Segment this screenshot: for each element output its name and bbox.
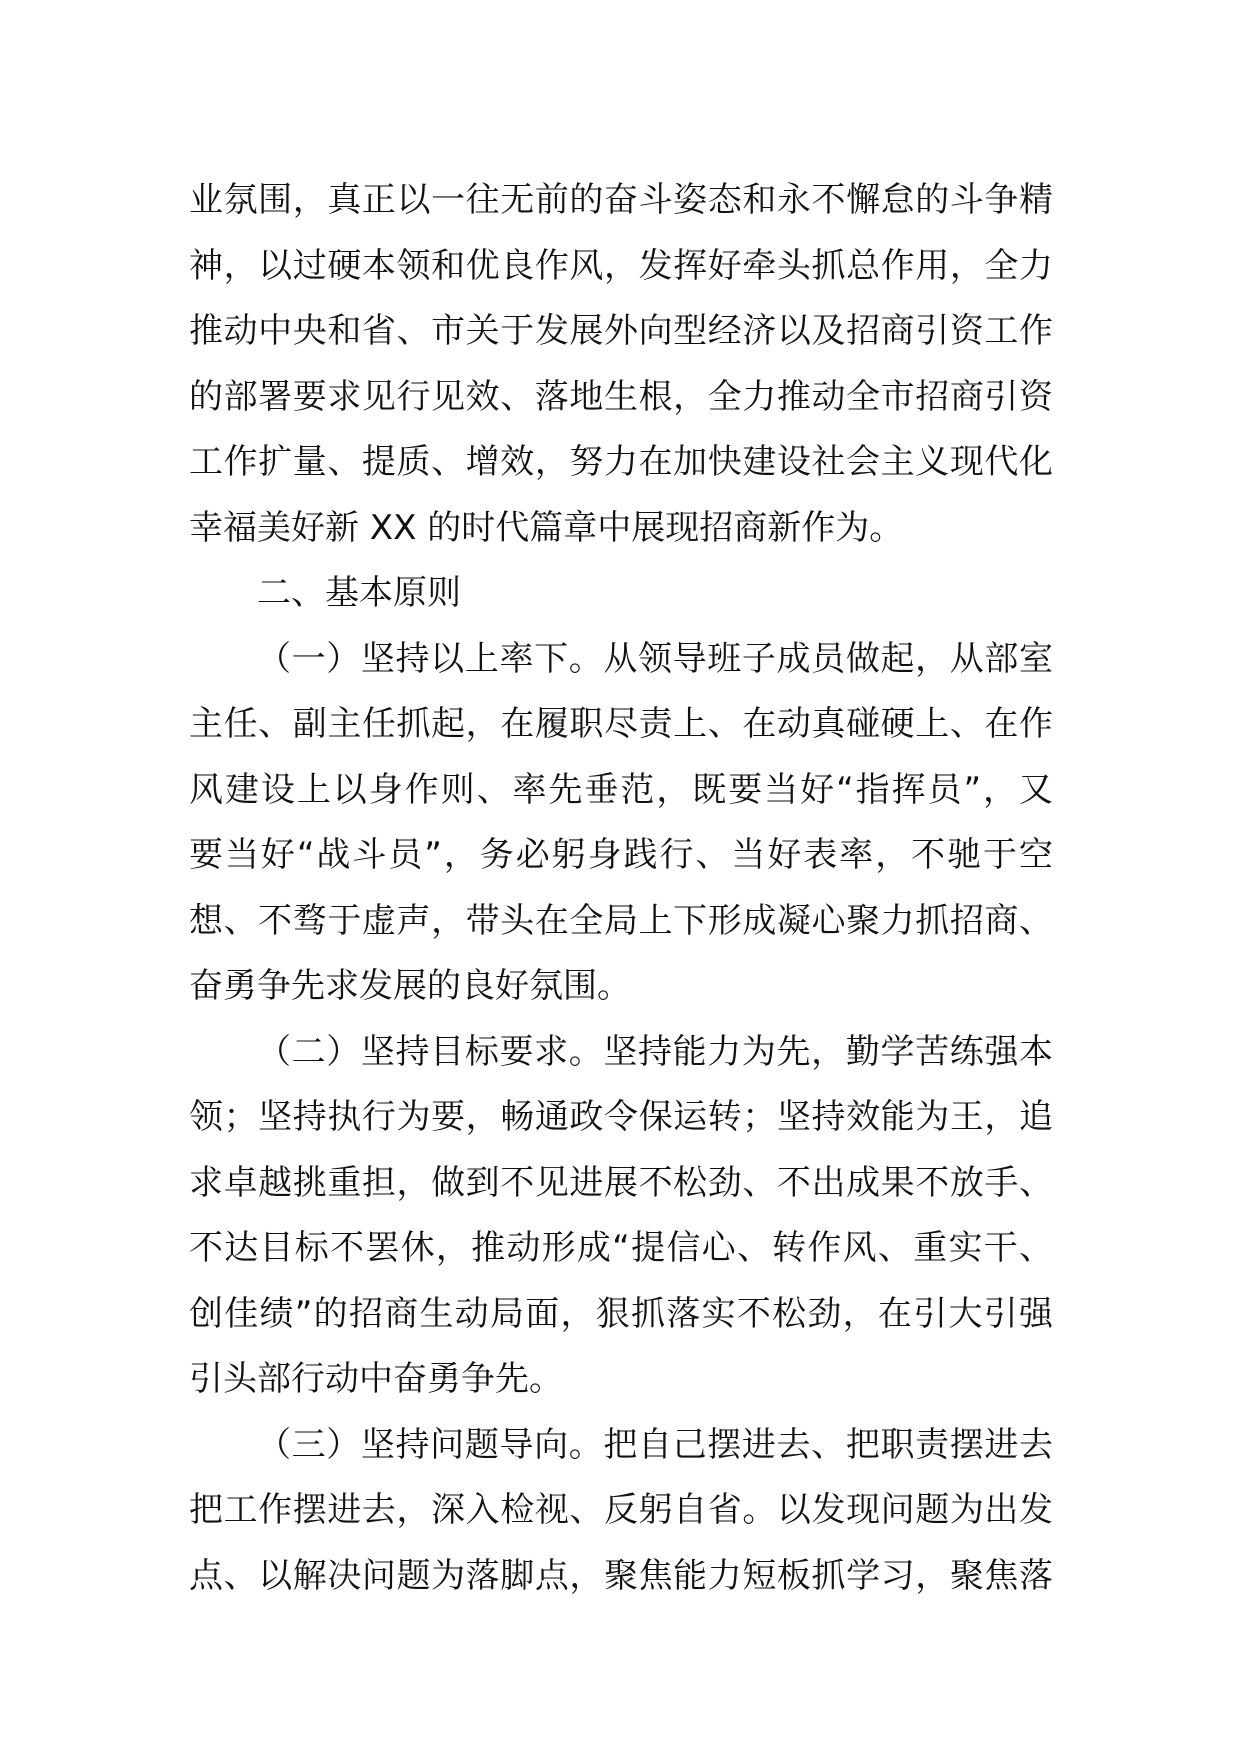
text-line: 幸福美好新 XX 的时代篇章中展现招商新作为。 xyxy=(189,507,904,548)
text-line: 不达目标不罢休，推动形成“提信心、转作风、重实干、 xyxy=(189,1228,1053,1268)
text-line: 主任、副主任抓起，在履职尽责上、在动真碰硬上、在作 xyxy=(189,704,1053,744)
text-line: （三）坚持问题导向。把自己摆进去、把职责摆进去 xyxy=(257,1424,1053,1465)
text-line: 把工作摆进去，深入检视、反躬自省。以发现问题为出发 xyxy=(189,1490,1053,1530)
section-heading-basic-principles xyxy=(189,561,1053,627)
text-line: 奋勇争先求发展的良好氛围。 xyxy=(189,966,631,1006)
text-line: 引头部行动中奋勇争先。 xyxy=(189,1359,563,1399)
section-heading: 二、基本原则 xyxy=(257,573,461,613)
text-line: 创佳绩”的招商生动局面，狠抓落实不松劲，在引大引强 xyxy=(189,1293,1053,1334)
text-line: （二）坚持目标要求。坚持能力为先，勤学苦练强本 xyxy=(257,1031,1053,1072)
text-line: 要当好“战斗员”，务必躬身践行、当好表率，不驰于空 xyxy=(189,835,1053,875)
paragraph-principle-1 xyxy=(189,627,1053,1020)
text-line: 神，以过硬本领和优良作风，发挥好牵头抓总作用，全力 xyxy=(189,245,1053,286)
document-page xyxy=(189,168,1053,1609)
text-line: 工作扩量、提质、增效，努力在加快建设社会主义现代化 xyxy=(189,442,1053,482)
text-line: 业氛围，真正以一往无前的奋斗姿态和永不懈怠的斗争精 xyxy=(189,180,1053,220)
text-line: （一）坚持以上率下。从领导班子成员做起，从部室 xyxy=(257,638,1053,679)
text-line: 风建设上以身作则、率先垂范，既要当好“指挥员”，又 xyxy=(189,769,1053,810)
text-line: 想、不骛于虚声，带头在全局上下形成凝心聚力抓招商、 xyxy=(189,900,1053,941)
paragraph-principle-2 xyxy=(189,1020,1053,1413)
paragraph-principle-3 xyxy=(189,1413,1053,1610)
text-line: 点、以解决问题为落脚点，聚焦能力短板抓学习，聚焦落 xyxy=(189,1555,1053,1596)
text-line: 推动中央和省、市关于发展外向型经济以及招商引资工作 xyxy=(189,311,1053,351)
text-line: 求卓越挑重担，做到不见进展不松劲、不出成果不放手、 xyxy=(189,1162,1053,1203)
paragraph-intro-continuation xyxy=(189,168,1053,561)
text-line: 的部署要求见行见效、落地生根，全力推动全市招商引资 xyxy=(189,376,1053,417)
text-line: 领；坚持执行为要，畅通政令保运转；坚持效能为王，追 xyxy=(189,1097,1053,1137)
